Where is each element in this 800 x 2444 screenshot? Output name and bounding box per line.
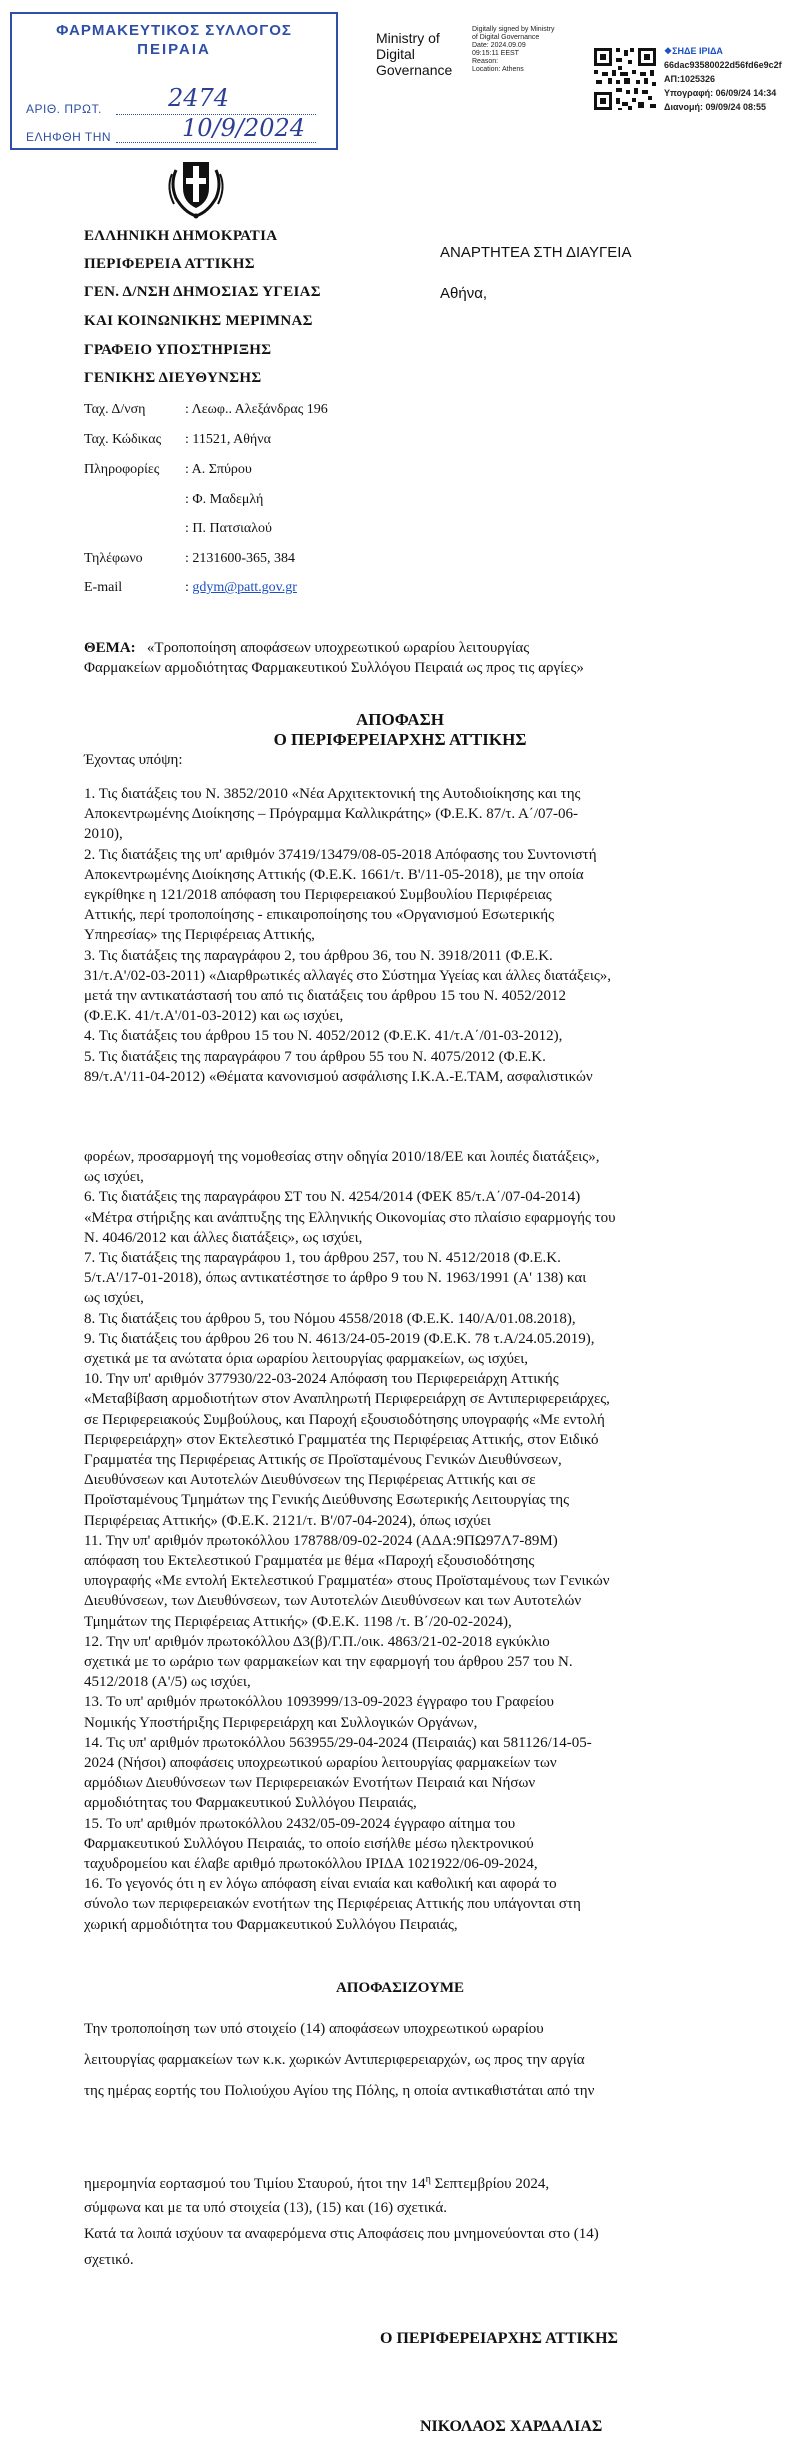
stamp-line-1: ΦΑΡΜΑΚΕΥΤΙΚΟΣ ΣΥΛΛΟΓΟΣ [56, 22, 292, 39]
digsig-line: 09:15:11 EEST [472, 50, 519, 57]
consideration-line: υπογραφής «Με εντολή Εκτελεστικού Γραμματέα» στους Προϊσταμένους των Γενικών [84, 1573, 610, 1590]
consideration-line: αρμοδιότητας του Φαρμακευτικού Συλλόγου Πειραιάς, [84, 1795, 417, 1812]
consideration-line: 9. Τις διατάξεις του άρθρου 26 του Ν. 4613/24-05-2019 (Φ.Ε.Κ. 78 τ.Α/24.05.2019), [84, 1330, 595, 1347]
iris-hash: 66dac93580022d56fd6e9c2f [664, 60, 782, 70]
iris-protocol: ΑΠ:1025326 [664, 74, 716, 84]
consideration-line: 10. Την υπ' αριθμόν 377930/22-03-2024 Απόφαση του Περιφερειάρχη Αττικής [84, 1371, 559, 1388]
ministry-name [376, 30, 452, 78]
consideration-line: σχετικά με το ωράριο των φαρμακείων και την εφαρμογή του άρθρου 257 του Ν. [84, 1654, 573, 1670]
consideration-line: 5/τ.Α'/17-01-2018), όπως αντικατέστησε το άρθρο 9 του Ν. 1963/1991 (Α' 138) και [84, 1270, 587, 1287]
stamp-arith-value: 2474 [168, 84, 230, 112]
stamp-elifthi-value: 10/9/2024 [182, 114, 306, 142]
header-line: ΓΡΑΦΕΙΟ ΥΠΟΣΤΗΡΙΞΗΣ [84, 342, 272, 358]
consideration-line: Γραμματέα της Περιφέρειας Αττικής σε Προϊσταμένους Γενικών Διευθύνσεων, [84, 1452, 562, 1468]
consideration-line: 31/τ.Α'/02-03-2011) «Διαρθρωτικές αλλαγές στο Σύστημα Υγείας και άλλες διατάξεις», [84, 967, 612, 984]
iris-brand: ΣΗΔΕ ΙΡΙΔΑ [672, 46, 723, 56]
consideration-line: Διευθύνσεων, των Διευθύνσεων, των Αυτοτελών Διευθύνσεων και των Αυτοτελών [84, 1593, 582, 1610]
consideration-line: απόφαση του Εκτελεστικού Γραμματέα με θέμα «Παροχή εξουσιοδότησης [84, 1553, 535, 1569]
iris-signature-date: Υπογραφή: 06/09/24 14:34 [664, 88, 777, 98]
consideration-line: σχετικά με τα ανώτατα όρια ωραρίου λειτουργίας φαρμακείων, ως ισχύει, [84, 1351, 529, 1367]
stamp-arith-label: ΑΡΙΘ. ΠΡΩΤ. [26, 102, 102, 116]
info-person: : Φ. Μαδεμλή [185, 492, 264, 507]
digsig-line: Location: Athens [472, 66, 524, 73]
header-line: ΠΕΡΙΦΕΡΕΙΑ ΑΤΤΙΚΗΣ [84, 256, 255, 272]
stamp-dotted-line [116, 142, 316, 143]
decide-line: της ημέρας εορτής του Πολιούχου Αγίου της Πόλης, η οποία αντικαθιστάται από την [84, 2083, 595, 2099]
consideration-line: (Φ.Ε.Κ. 41/τ.Α'/01-03-2012) και ως ισχύει, [84, 1008, 344, 1025]
consideration-line: ταχυδρομείου και έλαβε αριθμό πρωτοκόλλου ΙΡΙΔΑ 1021922/06-09-2024, [84, 1856, 538, 1872]
digsig-line: of Digital Governance [472, 34, 540, 41]
digsig-line: Date: 2024.09.09 [472, 42, 526, 49]
iris-logo-icon: ❖ [664, 46, 673, 56]
consideration-line: 2024 (Νήσοι) αποφάσεις υποχρεωτικού ωραρίου λειτουργίας φαρμακείων των [84, 1755, 557, 1771]
subject-label: ΘΕΜΑ: [84, 640, 136, 656]
consideration-line: 14. Τις υπ' αριθμόν πρωτοκόλλου 563955/29-04-2024 (Πειραιάς) και 581126/14-05- [84, 1734, 592, 1751]
diavgeia-info [664, 44, 782, 114]
decide-heading: ΑΠΟΦΑΣΙΖΟΥΜΕ [335, 1980, 465, 1996]
consideration-line: 7. Τις διατάξεις της παραγράφου 1, του άρθρου 257, του Ν. 4512/2018 (Φ.Ε.Κ. [84, 1250, 561, 1266]
zip-label: Ταχ. Κώδικας [84, 432, 162, 447]
phone-value: : 2131600-365, 384 [185, 551, 296, 566]
decision-authority: Ο ΠΕΡΙΦΕΡΕΙΑΡΧΗΣ ΑΤΤΙΚΗΣ [273, 730, 527, 749]
consideration-line: Αττικής, περί τροποποίησης - επικαιροποίησης του «Οργανισμού Εσωτερικής [84, 907, 555, 924]
info-label: Πληροφορίες [84, 462, 160, 477]
consideration-line: 13. Το υπ' αριθμόν πρωτοκόλλου 1093999/13-09-2023 έγγραφο του Γραφείου [84, 1694, 554, 1711]
consideration-line: Αποκεντρωμένης Διοίκησης Αττικής (Φ.Ε.Κ. 1661/τ. Β'/11-05-2018), με την οποία [84, 866, 584, 883]
zip-value: : 11521, Αθήνα [185, 432, 271, 447]
consideration-line: 4512/2018 (Α'/5) ως ισχύει, [84, 1674, 251, 1691]
consideration-line: «Μεταβίβαση αρμοδιοτήτων στον Αναπληρωτή Περιφερειάρχη σε Αντιπεριφερειάρχες, [84, 1391, 610, 1408]
consideration-line: χωρική αρμοδιότητα του Φαρμακευτικού Συλλόγου Πειραιάς, [84, 1916, 458, 1933]
consideration-line: 12. Την υπ' αριθμόν πρωτοκόλλου Δ3(β)/Γ.Π./οικ. 4863/21-02-2018 εγκύκλιο [84, 1633, 550, 1650]
consideration-line: 3. Τις διατάξεις της παραγράφου 2, του άρθρου 36, του Ν. 3918/2011 (Φ.Ε.Κ. [84, 947, 553, 964]
digsig-line: Digitally signed by Ministry [472, 26, 555, 33]
digital-signature-block [472, 26, 554, 74]
consideration-line: Αποκεντρωμένης Διοίκησης – Πρόγραμμα Καλλικράτης» (Φ.Ε.Κ. 87/τ. Α΄/07-06- [84, 806, 579, 823]
consideration-line: Περιφέρειας Αττικής» (Φ.Ε.Κ. 2121/τ. Β'/07-04-2024), όπως ισχύει [84, 1512, 491, 1529]
consideration-line: εγκρίθηκε η 121/2018 απόφαση του Περιφερειακού Συμβουλίου Περιφέρειας [84, 887, 552, 903]
hellenic-republic-emblem-icon [162, 150, 230, 220]
closing-sup: η [425, 2174, 431, 2185]
having-regard: Έχοντας υπόψη: [84, 752, 183, 768]
consideration-line: αρμόδιων Διευθύνσεων των Περιφερειακών Ενοτήτων Πειραιά και Νήσων [84, 1775, 536, 1792]
consideration-line: ως ισχύει, [84, 1169, 144, 1186]
iris-distribution-date: Διανομή: 09/09/24 08:55 [664, 102, 767, 112]
consideration-line: Περιφερειάρχη» στον Εκτελεστικό Γραμματέα της Περιφέρειας Αττικής, στον Ειδικό [84, 1431, 599, 1448]
closing-line-3: Κατά τα λοιπά ισχύουν τα αναφερόμενα στις Αποφάσεις που μνημονεύονται στο (14) [84, 2226, 599, 2242]
posting-note: ΑΝΑΡΤΗΤΕΑ ΣΤΗ ΔΙΑΥΓΕΙΑ [440, 244, 632, 261]
closing-line-4: σχετικό. [84, 2252, 134, 2268]
address-label: Ταχ. Δ/νση [84, 402, 146, 417]
ministry-line-1: Ministry of [376, 30, 440, 46]
header-line: ΚΑΙ ΚΟΙΝΩΝΙΚΗΣ ΜΕΡΙΜΝΑΣ [84, 313, 313, 329]
consideration-line: 8. Τις διατάξεις του άρθρου 5, του Νόμου 4558/2018 (Φ.Ε.Κ. 140/Α/01.08.2018), [84, 1310, 576, 1327]
consideration-line: 4. Τις διατάξεις του άρθρου 15 του Ν. 4052/2012 (Φ.Ε.Κ. 41/τ.Α΄/01-03-2012), [84, 1028, 563, 1045]
decide-line: Την τροποποίηση των υπό στοιχείο (14) αποφάσεων υποχρεωτικού ωραρίου [84, 2021, 544, 2037]
consideration-line: 2. Τις διατάξεις της υπ' αριθμόν 37419/13479/08-05-2018 Απόφασης του Συντονιστή [84, 846, 597, 863]
consideration-line: Ν. 4046/2012 και άλλες διατάξεις», ως ισχύει, [84, 1229, 363, 1246]
consideration-line: Υπηρεσίας» της Περιφέρειας Αττικής, [84, 927, 315, 944]
qr-code-icon [592, 46, 658, 112]
closing-line-1 [84, 2174, 549, 2193]
digsig-line: Reason: [472, 58, 499, 65]
header-line: ΓΕΝΙΚΗΣ ΔΙΕΥΘΥΝΣΗΣ [84, 370, 262, 386]
phone-label: Τηλέφωνο [84, 551, 143, 566]
consideration-line: 15. Το υπ' αριθμόν πρωτοκόλλου 2432/05-09-2024 έγγραφο αίτημα του [84, 1815, 516, 1832]
consideration-line: 6. Τις διατάξεις της παραγράφου ΣΤ του Ν. 4254/2014 (ΦΕΚ 85/τ.Α΄/07-04-2014) [84, 1189, 581, 1206]
consideration-line: Νομικής Υποστήριξης Περιφερειάρχη και Συλλογικών Οργάνων, [84, 1714, 478, 1731]
signatory-name: ΝΙΚΟΛΑΟΣ ΧΑΡΔΑΛΙΑΣ [420, 2418, 603, 2435]
header-line: ΕΛΛΗΝΙΚΗ ΔΗΜΟΚΡΑΤΙΑ [84, 228, 278, 244]
closing-text: Σεπτεμβρίου 2024, [430, 2176, 550, 2192]
protocol-stamp [10, 12, 338, 150]
stamp-line-2: ΠΕΙΡΑΙΑ [137, 41, 211, 58]
ministry-line-3: Governance [376, 62, 453, 78]
consideration-line: Διευθύνσεων και Αυτοτελών Διευθύνσεων της Περιφέρειας Αττικής και σε [84, 1472, 536, 1489]
decide-line: λειτουργίας φαρμακείων των κ.κ. χωρικών Αντιπεριφερειαρχών, ως προς την αργία [84, 2052, 585, 2068]
consideration-line: 2010), [84, 826, 123, 843]
email-link[interactable]: gdym@patt.gov.gr [192, 580, 297, 595]
ministry-line-2: Digital [376, 46, 415, 62]
consideration-line: σύνολο των περιφερειακών ενοτήτων της Περιφέρειας Αττικής που υπάγονται στη [84, 1896, 581, 1913]
subject-line-1 [84, 639, 714, 658]
consideration-line: 16. Το γεγονός ότι η εν λόγω απόφαση είναι ενιαία και καθολική και αφορά το [84, 1876, 557, 1893]
consideration-line: φορέων, προσαρμογή της νομοθεσίας στην οδηγία 2010/18/ΕΕ και λοιπές διατάξεις», [84, 1149, 600, 1165]
consideration-line: Προϊσταμένους Τμημάτων της Γενικής Διεύθυνσης Εσωτερικής Λειτουργίας της [84, 1492, 570, 1509]
closing-text: ημερομηνία εορτασμού του Τιμίου Σταυρού, ήτοι την 14 [84, 2176, 426, 2192]
email-colon: : [185, 580, 189, 595]
decision-title: ΑΠΟΦΑΣΗ [356, 710, 444, 729]
consideration-line: 89/τ.Α'/11-04-2012) «Θέματα κανονισμού ασφάλισης Ι.Κ.Α.-Ε.ΤΑΜ, ασφαλιστικών [84, 1068, 593, 1085]
consideration-line: Φαρμακευτικού Συλλόγου Πειραιάς, το οποίο εισήλθε μέσω ηλεκτρονικού [84, 1835, 534, 1852]
signatory-title: Ο ΠΕΡΙΦΕΡΕΙΑΡΧΗΣ ΑΤΤΙΚΗΣ [380, 2330, 618, 2347]
subject-line-2: Φαρμακείων αρμοδιότητας Φαρμακευτικού Συλλόγου Πειραιά ως προς τις αργίες» [84, 660, 584, 676]
address-value: : Λεωφ.. Αλεξάνδρας 196 [185, 402, 328, 417]
info-person: : Α. Σπύρου [185, 462, 252, 477]
consideration-line: 11. Την υπ' αριθμόν πρωτοκόλλου 178788/09-02-2024 (ΑΔΑ:9ΠΩ97Λ7-89Μ) [84, 1532, 558, 1549]
closing-line-2: σύμφωνα και με τα υπό στοιχεία (13), (15) και (16) σχετικά. [84, 2200, 447, 2216]
subject-text: «Τροποποίηση αποφάσεων υποχρεωτικού ωραρίου λειτουργίας [146, 640, 530, 656]
stamp-elifthi-label: ΕΛΗΦΘΗ ΤΗΝ [26, 130, 112, 144]
info-person: : Π. Πατσιαλού [185, 521, 272, 536]
consideration-line: Τμημάτων της Περιφέρειας Αττικής» (Φ.Ε.Κ. 1198 /τ. Β΄/20-02-2024), [84, 1613, 512, 1630]
consideration-line: ως ισχύει, [84, 1290, 144, 1307]
consideration-line: «Μέτρα στήριξης και ανάπτυξης της Ελληνικής Οικονομίας στο πλαίσιο εφαρμογής του [84, 1209, 616, 1226]
email-label: E-mail [84, 580, 123, 595]
consideration-line: μετά την αντικατάστασή του από τις διατάξεις του άρθρου 15 του Ν. 4052/2012 [84, 988, 566, 1004]
consideration-line: 1. Τις διατάξεις του Ν. 3852/2010 «Νέα Αρχιτεκτονική της Αυτοδιοίκησης και της [84, 786, 581, 802]
header-line: ΓΕΝ. Δ/ΝΣΗ ΔΗΜΟΣΙΑΣ ΥΓΕΙΑΣ [84, 284, 321, 300]
email-row [185, 580, 297, 596]
consideration-line: 5. Τις διατάξεις της παραγράφου 7 του άρθρου 55 του Ν. 4075/2012 (Φ.Ε.Κ. [84, 1048, 546, 1065]
document-place: Αθήνα, [440, 285, 488, 302]
consideration-line: σε Περιφερειακούς Συμβούλους, και Παροχή εξουσιοδότησης υπογραφής «Με εντολή [84, 1411, 605, 1428]
